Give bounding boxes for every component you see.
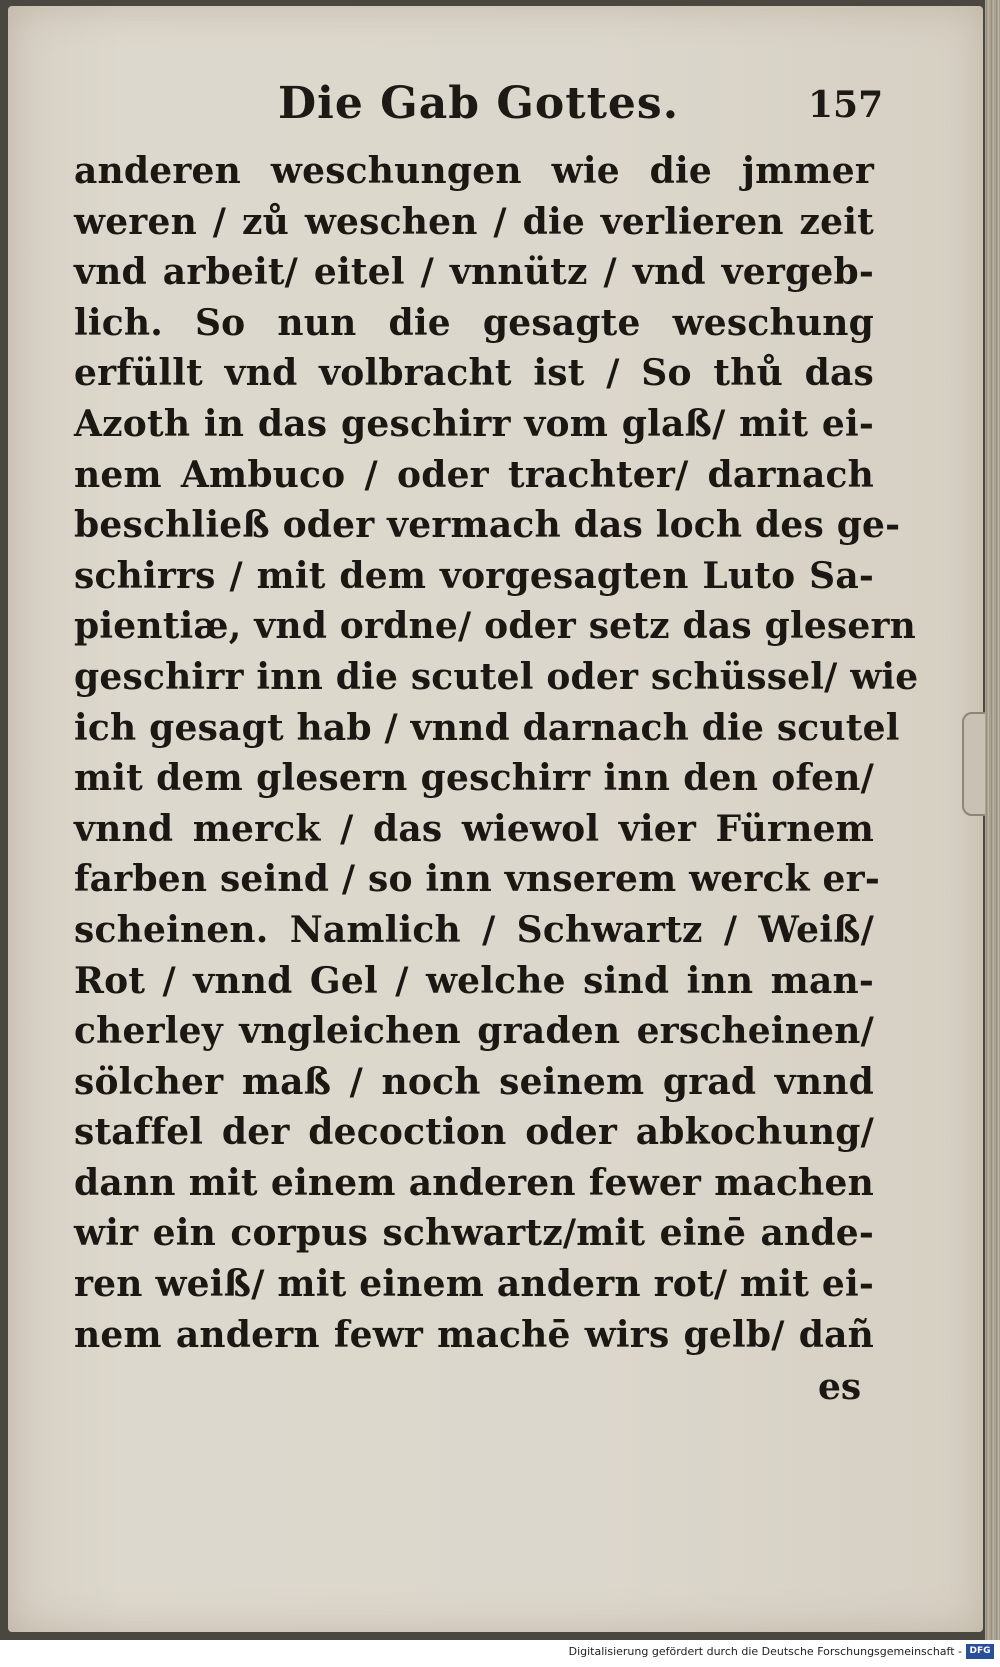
footer-bar — [0, 1640, 1000, 1667]
page — [8, 6, 983, 1632]
text-line: Azoth in das geschirr vom glaß/ mit ei- — [74, 402, 874, 445]
text-line: staffel der decoction oder abkochung/ — [74, 1111, 874, 1154]
text-line: pientiæ, vnd ordne/ oder setz das glesern — [74, 605, 917, 648]
text-line: vnd arbeit/ eitel / vnnütz / vnd vergeb- — [74, 251, 874, 294]
footer-credit: Digitalisierung gefördert durch die Deutsche Forschungsgemeinschaft - — [568, 1645, 962, 1658]
text-line: vnnd merck / das wiewol vier Fürnem — [74, 807, 874, 850]
text-line: sölcher maß / noch seinem grad vnnd — [74, 1060, 874, 1103]
text-line: erfüllt vnd volbracht ist / So thů das — [74, 352, 874, 395]
text-line: schirrs / mit dem vorgesagten Luto Sa- — [74, 554, 874, 597]
catchword: es — [818, 1366, 862, 1408]
text-line: scheinen. Namlich / Schwartz / Weiß/ — [74, 908, 874, 951]
text-line: beschließ oder vermach das loch des ge- — [74, 504, 901, 547]
text-line: nem andern fewr machē wirs gelb/ dañ — [74, 1313, 874, 1356]
text-line: anderen weschungen wie die jmmer — [74, 150, 874, 192]
dfg-logo-icon: DFG — [966, 1644, 994, 1659]
text-line: ich gesagt hab / vnnd darnach die scutel — [74, 706, 900, 749]
text-line: wir ein corpus schwartz/mit einē ande- — [74, 1212, 874, 1255]
text-line: dann mit einem anderen fewer machen — [74, 1161, 874, 1204]
page-number: 157 — [808, 84, 884, 126]
body-text — [74, 146, 919, 1360]
text-line: Rot / vnnd Gel / welche sind inn man- — [74, 959, 874, 1002]
text-line: lich. So nun die gesagte weschung — [74, 301, 874, 344]
page-header — [278, 78, 884, 138]
running-title: Die Gab Gottes. — [278, 78, 680, 129]
text-line: weren / zů weschen / die verlieren zeit — [74, 200, 874, 243]
text-line: mit dem glesern geschirr inn den ofen/ — [74, 757, 874, 800]
text-line: ren weiß/ mit einem andern rot/ mit ei- — [74, 1263, 874, 1306]
text-line: nem Ambuco / oder trachter/ darnach — [74, 453, 874, 496]
page-edges — [985, 0, 1000, 1640]
text-line: farben seind / so inn vnserem werck er- — [74, 858, 880, 901]
text-line: cherley vngleichen graden erscheinen/ — [74, 1010, 874, 1053]
text-line: geschirr inn die scutel oder schüssel/ wie — [74, 655, 919, 698]
